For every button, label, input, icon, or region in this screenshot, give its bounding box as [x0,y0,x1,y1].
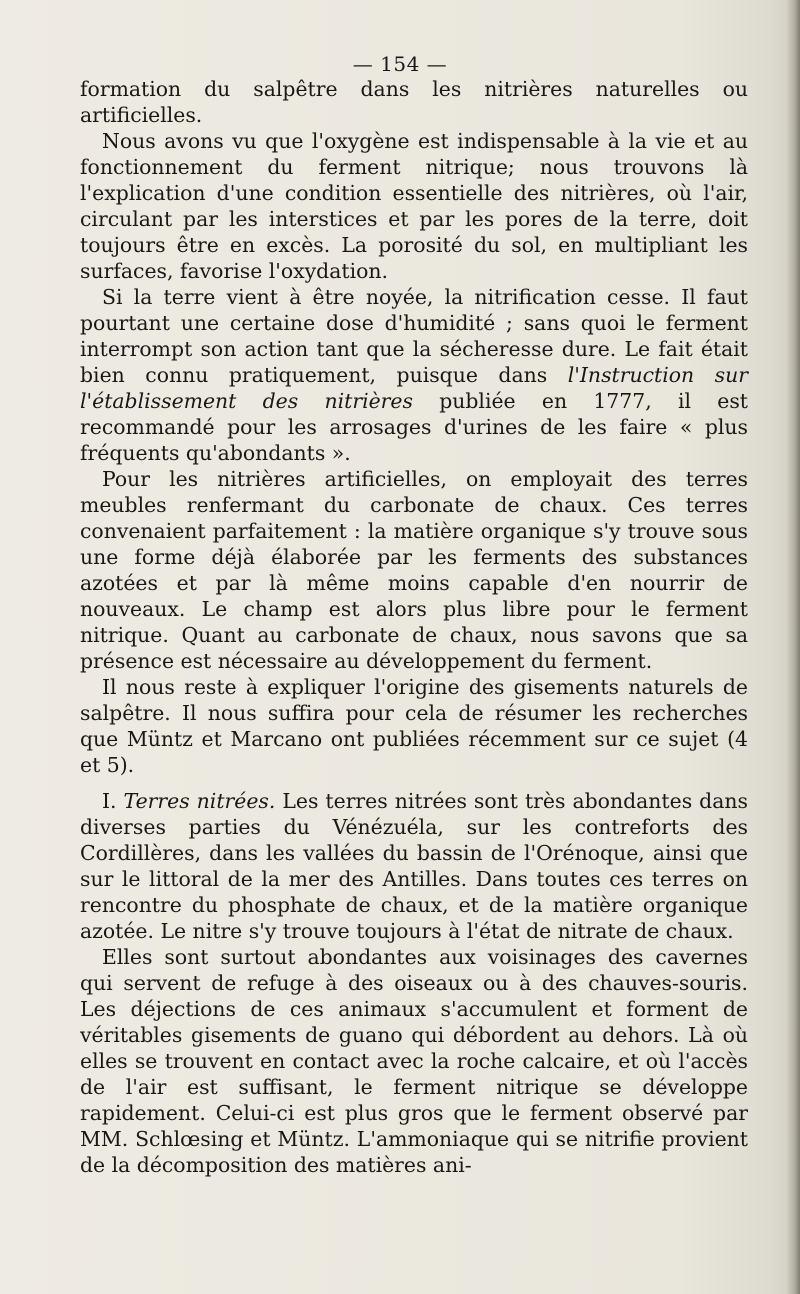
paragraph-terres-nitrees [80,788,748,944]
paragraph-cavernes: Elles sont surtout abondantes aux voisinages des cavernes qui servent de refuge à des oiseaux ou à des chauves-souris. Les déjections de ces animaux s'accumulent et forment de véritables gisements de guano qui débordent au dehors. Là où elles se trouvent en contact avec la roche calcaire, et où l'accès de l'air est suffisant, le ferment nitrique se développe rapidement. Celui-ci est plus gros que le ferment observé par MM. Schlœsing et Müntz. L'ammoniaque qui se nitrifie provient de la décomposition des matières ani- [80,945,748,1177]
page-number: — 154 — [352,52,448,76]
page-edge-shadow [786,0,800,1294]
instruction-title: l'Instruction sur l'établissement des nitrières [80,363,748,413]
section-number: I. [102,789,124,813]
section-heading: Terres nitrées. [123,789,276,813]
section-spacer [80,778,748,788]
page-text-body [80,76,748,1178]
paragraph-humidity [80,284,748,466]
paragraph-humidity-text-after: publiée en 1777, il est recommandé pour les arrosages d'urines de les faire « plus fréquents qu'abondants ». [80,389,748,465]
paragraph-continuation: formation du salpêtre dans les nitrières naturelles ou artificielles. [80,77,748,127]
paragraph-humidity-text-before: Si la terre vient à être noyée, la nitrification cesse. Il faut pourtant une certaine dose d'humidité ; sans quoi le ferment interrompt son action tant que la sécheresse dure. Le fait était bien connu pratiquement, puisque dans [80,285,748,387]
paragraph-terres-nitrees-text: Les terres nitrées sont très abondantes dans diverses parties du Vénézuéla, sur les contreforts des Cordillères, dans les vallées du bassin de l'Orénoque, ainsi que sur le littoral de la mer des Antilles. Dans toutes ces terres on rencontre du phosphate de chaux, et de la matière organique azotée. Le nitre s'y trouve toujours à l'état de nitrate de chaux. [80,789,748,943]
paragraph-oxygen: Nous avons vu que l'oxygène est indispensable à la vie et au fonctionnement du ferment nitrique; nous trouvons là l'explication d'une condition essentielle des nitrières, où l'air, circulant par les interstices et par les pores de la terre, doit toujours être en excès. La porosité du sol, en multipliant les surfaces, favorise l'oxydation. [80,129,748,283]
paragraph-origin: Il nous reste à expliquer l'origine des gisements naturels de salpêtre. Il nous suffira pour cela de résumer les recherches que Müntz et Marcano ont publiées récemment sur ce sujet (4 et 5). [80,675,748,777]
paragraph-artificial-nitrieres: Pour les nitrières artificielles, on employait des terres meubles renfermant du carbonate de chaux. Ces terres convenaient parfaitement : la matière organique s'y trouve sous une forme déjà élaborée par les ferments des substances azotées et par là même moins capable d'en nourrir de nouveaux. Le champ est alors plus libre pour le ferment nitrique. Quant au carbonate de chaux, nous savons que sa présence est nécessaire au développement du ferment. [80,467,748,673]
